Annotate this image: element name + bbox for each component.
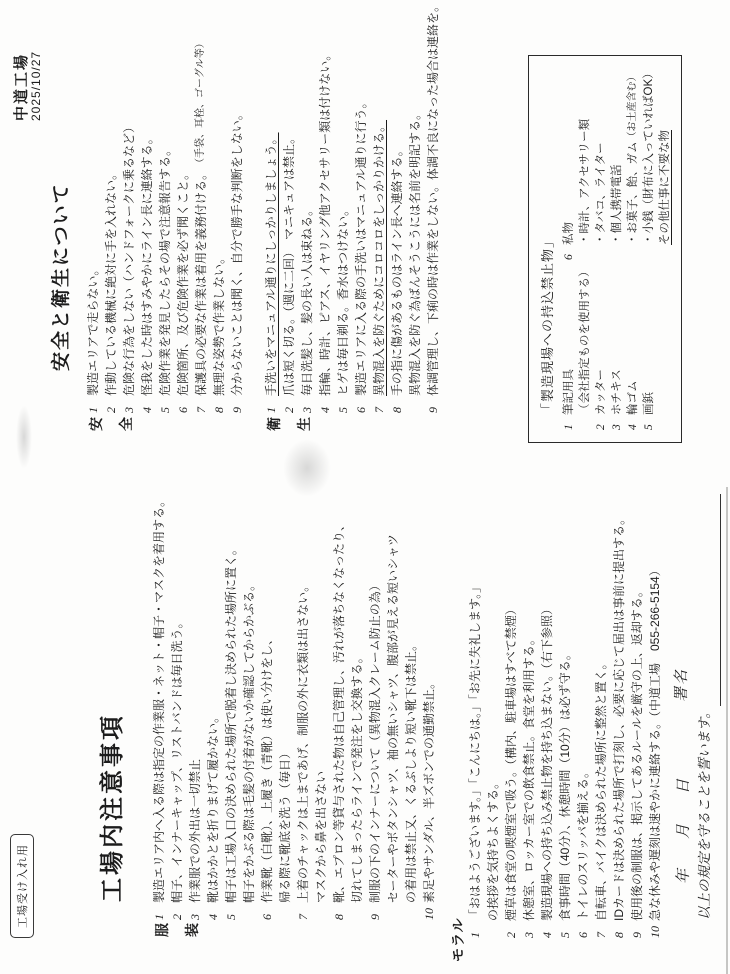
rule-line: ・タバコ、ライター	[595, 142, 607, 245]
rule-line: 2 爪は短く切る。（週に二回） マニキュアは禁止。	[282, 131, 296, 413]
rule-line: 6 私物	[563, 222, 575, 260]
section-label-hygiene	[264, 416, 314, 432]
rule-line: 6 危険箇所、及び危険作業を必ず聞くこと。	[176, 167, 190, 413]
signature-line	[720, 494, 721, 706]
rule-line: 8 靴、エプロン等貸与された物は自己管理し、汚れが落ちなくなったり、	[332, 518, 346, 920]
rule-line: 7 上着のチャックは上まであげ、制服の外に衣類は出さない。	[296, 579, 310, 920]
rule-line: 7 異物混入を防ぐためにコロコロをしっかりかける。	[372, 119, 386, 413]
rule-line: 4 怪我をした時はすみやかにライン長に連絡する。	[140, 132, 154, 413]
rule-line: 3 危険な行為をしない（ハンドフォークに乗るなど）	[122, 120, 136, 413]
rule-line: 1 製造エリアで走らない。	[86, 263, 100, 413]
page-factory-rules	[0, 487, 730, 974]
rule-line: 帽子をかぶる際は毛髪の付着がないか確認してからかぶる。	[242, 578, 256, 903]
rule-line: 4 輪ゴム	[627, 380, 639, 430]
rule-line: 2 帽子、インナーキャップ、リストバンドは毎日洗う。	[170, 616, 184, 920]
rule-line: 8 手の指に傷があるものはライン長へ連絡する。	[390, 144, 404, 413]
document-date: 2025/10/27	[29, 50, 43, 121]
rule-line: 8 無理な姿勢で作業しない。	[212, 251, 226, 413]
scan-smudge	[283, 439, 331, 497]
rule-line: 4 製造現場への持ち込み禁止物を持ち込まない。（右下参照）	[540, 602, 554, 938]
rule-line: ・個人携帯電話	[611, 164, 623, 245]
scan-smudge	[16, 405, 32, 469]
pledge-text: 以上の規定を守ることを誓います。	[697, 705, 712, 920]
rule-line: マスクから鼻を出さない	[314, 770, 328, 903]
rule-line: ・小銭（財布に入っていればOK）	[643, 67, 655, 245]
rule-line: その他仕事に不要な物	[659, 130, 671, 245]
section-label-char: 安	[88, 417, 104, 431]
rule-line: 3 作業服での外出は一切禁止	[188, 758, 202, 920]
rule-line: 3 毎日洗髪し、髪の長い人は束ねる。	[300, 203, 314, 413]
rule-line: 5 食事時間（40分）、休憩時間（10分）は必ず守る。	[558, 648, 572, 938]
section-label-char: 服	[154, 923, 170, 937]
rule-line: の着用は禁止又、くるぶしより短い靴下は禁止。	[404, 638, 418, 903]
rule-line: 9 使用後の制服は、掲示してあるルールを厳守の上、返却する。	[630, 585, 644, 938]
signature-label: 署名	[674, 667, 690, 702]
prohibited-left-list	[561, 266, 657, 431]
rule-line: ・お菓子、飴、ガム （お土産含む）	[627, 71, 639, 245]
safety-page-title: 安全と衛生について	[51, 182, 72, 371]
safety-rule-list	[84, 38, 246, 413]
date-blank-line: 年 月 日	[676, 778, 692, 884]
rule-line: 7 自転車、バイクは決められた場所に整然と置く。	[594, 657, 608, 938]
rule-line: 9 制服の下のインナーについて（異物混入クレーム防止の為）	[368, 579, 382, 920]
rule-line: 5 危険作業を発見したらその場で注意報告する。	[158, 143, 172, 413]
acceptance-stamp: 工場受け入れ用	[10, 834, 34, 938]
rule-line: 5 ヒゲは毎日剃る。香水はつけない。	[336, 203, 350, 413]
section-label-char: 衛	[266, 417, 282, 431]
prohibited-right-list	[561, 67, 673, 260]
rule-line: 6 製造エリアに入る際の手洗いはマニュアル通りに行う。	[354, 96, 368, 413]
section-label-moral: モラル	[450, 917, 466, 962]
rule-line: 4 靴はかかとを折りまげて履かない。	[206, 710, 220, 920]
rule-line: 4 指輪、時計、ピアス、イヤリング他アクセサリー類は付けない。	[318, 48, 332, 413]
moral-rule-list	[466, 513, 664, 938]
rule-line: 切れてしまったらラインで発注をし交換する。	[350, 651, 364, 903]
section-label-char: 装	[184, 923, 200, 937]
rules-page-title: 工場内注意事項	[99, 713, 126, 902]
section-label-clothing	[152, 922, 202, 938]
rule-line: の挨拶を気持ちよくする。	[486, 776, 500, 921]
clothing-rule-list	[150, 495, 438, 920]
rule-line: 1 製造エリア内へ入る際は指定の作業服・ネット・帽子・マスクを着用する。	[152, 494, 166, 920]
rule-line: 3 休憩室、ロッカー室での飲食禁止。食堂を利用する。	[522, 633, 536, 938]
rule-line: 10 素足やサンダル、半ズボンでの通勤禁止。	[422, 677, 436, 920]
rule-line: 7 保護具の必要な作業は着用を義務付ける。 （手袋、耳栓、ゴーグル等）	[194, 38, 208, 413]
hygiene-rule-list	[262, 0, 442, 413]
section-label-char: 生	[296, 417, 312, 431]
rule-line: 帰る際に靴底を洗う（毎日）	[278, 746, 292, 903]
rule-line: 1 手洗いをマニュアル通りにしっかりしましょう。	[264, 132, 278, 413]
prohibited-items-box	[528, 55, 682, 443]
rule-line: 9 体調管理し、下痢の時は作業をしない。体調不良になった場合は連絡を。	[426, 0, 440, 413]
rule-line: 6 作業靴（白靴）、上履き（青靴）は使い分けをし、	[260, 632, 274, 920]
rule-line: 3 ホチキス	[611, 369, 623, 430]
section-label-safety	[86, 416, 136, 432]
rule-line: 6 トイレのスリッパを揃える。	[576, 766, 590, 938]
rule-line: 10 急な休みや遅刻は速やかに連絡する。（中道工場 055-266-5154）	[648, 564, 662, 938]
rule-line: 2 カッター	[595, 369, 607, 430]
rule-line: 異物混入を防ぐ為ばんそうこうには名前を明記する。	[408, 107, 422, 396]
rule-line: 5 帽子は工場入口の決められた場所で脱着し決められた場所に置く。	[224, 543, 238, 920]
rule-line: （会社指定ものを使用する）	[579, 265, 591, 415]
rule-line: 5 画鋲	[643, 392, 655, 430]
rule-line: 9 分からないことは聞く、自分で勝手な判断をしない。	[230, 108, 244, 413]
rule-line: 2 作動している機械に絶対に手を入れない。	[104, 167, 118, 413]
section-label-char: 全	[118, 417, 134, 431]
rule-line: 1 筆記用具	[563, 369, 575, 430]
scan-edge-shadow	[726, 487, 728, 974]
rule-line: 2 煙草は食堂の喫煙室で吸う。（構内、駐車場はすべて禁煙）	[504, 603, 518, 938]
rule-line: 8 IDカードは決められた場所で打刻し、必要に応じて届出は事前に提出する。	[612, 512, 626, 938]
prohibited-box-title: 「製造現場への持込禁止物」	[540, 233, 555, 416]
rule-line: ・時計、アクセサリー類	[579, 118, 591, 245]
rule-line: 1 「おはようございます。」「こんにちは。」「お先に失礼します。」	[468, 580, 482, 938]
rule-line: セーターやボタンシャツ、袖の無いシャツ、腹部が見える短いシャツ	[386, 534, 400, 903]
factory-name: 中道工場	[13, 52, 30, 121]
